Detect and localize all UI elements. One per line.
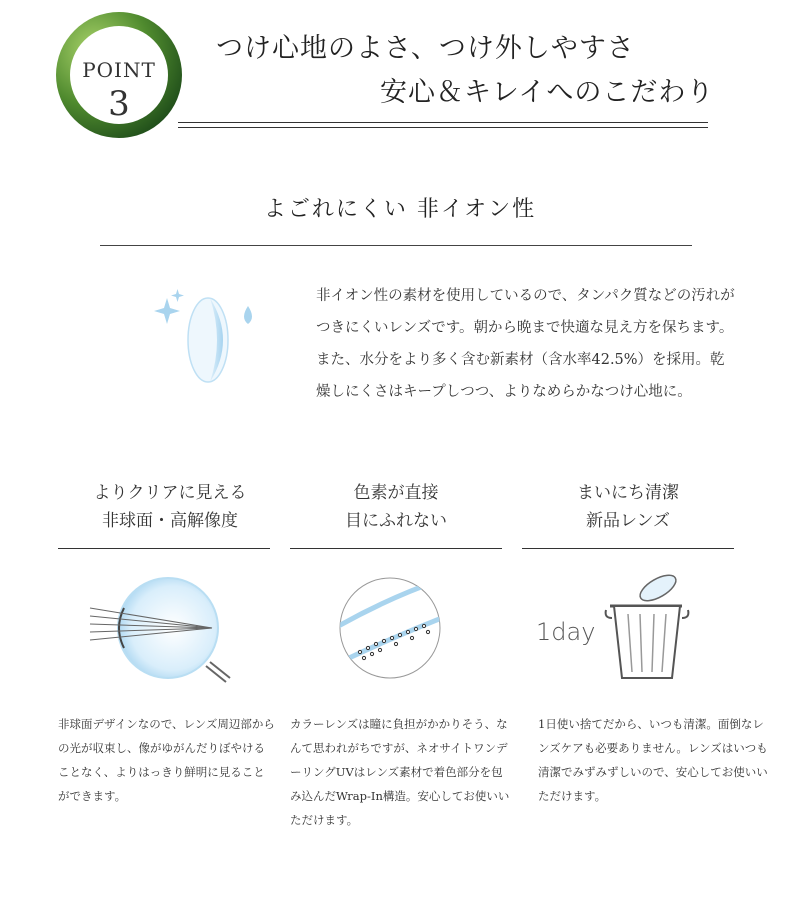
feature-1-title-line-2: 非球面・高解像度 — [102, 511, 238, 531]
feature-2-title-line-1: 色素が直接 — [353, 483, 439, 503]
feature-3-title-line-1: まいにち清潔 — [577, 483, 679, 503]
eye-cross-section-icon — [84, 574, 240, 686]
section-divider — [100, 245, 692, 246]
feature-1-title-line-1: よりクリアに見える — [93, 483, 247, 503]
contact-lens-sparkle-icon — [150, 288, 270, 398]
headline-line-1: つけ心地のよさ、つけ外しやすさ — [216, 33, 635, 64]
lens-layer-cross-section-icon — [338, 576, 442, 680]
trash-can-icon — [604, 566, 690, 686]
point-number: 3 — [108, 84, 130, 124]
headline-divider-top — [178, 122, 708, 123]
one-day-label: 1day — [536, 618, 596, 646]
feature-2-title-line-2: 目にふれない — [345, 511, 447, 531]
feature-3-description: 1日使い捨てだから、いつも清潔。面倒なレンズケアも必要ありません。レンズはいつも清潔でみずみずしいので、安心してお使いいただけます。 — [538, 717, 768, 803]
section-title: よごれにくい 非イオン性 — [263, 197, 537, 222]
point-label: POINT — [82, 58, 156, 82]
feature-1-divider — [58, 548, 270, 549]
headline-divider-bottom — [178, 127, 708, 128]
feature-1-description: 非球面デザインなので、レンズ周辺部からの光が収束し、像がゆがんだりぼやけることなく、よりはっきり鮮明に見ることができます。 — [58, 717, 275, 803]
feature-2-description: カラーレンズは瞳に負担がかかりそう、なんて思われがちですが、ネオサイトワンデーリングUVはレンズ素材で着色部分を包み込んだWrap-In構造。安心してお使いいただけます。 — [290, 717, 510, 827]
section-description: 非イオン性の素材を使用しているので、タンパク質などの汚れがつきにくいレンズです。朝から晩まで快適な見え方を保ちます。また、水分をより多く含む新素材（含水率42.5%）を採用。乾燥しにくさはキープしつつ、よりなめらかなつけ心地に。 — [316, 288, 735, 400]
feature-3-divider — [522, 548, 734, 549]
headline-line-2: 安心＆キレイへのこだわり — [380, 77, 715, 108]
feature-3-title-line-2: 新品レンズ — [585, 511, 671, 531]
feature-2-divider — [290, 548, 502, 549]
